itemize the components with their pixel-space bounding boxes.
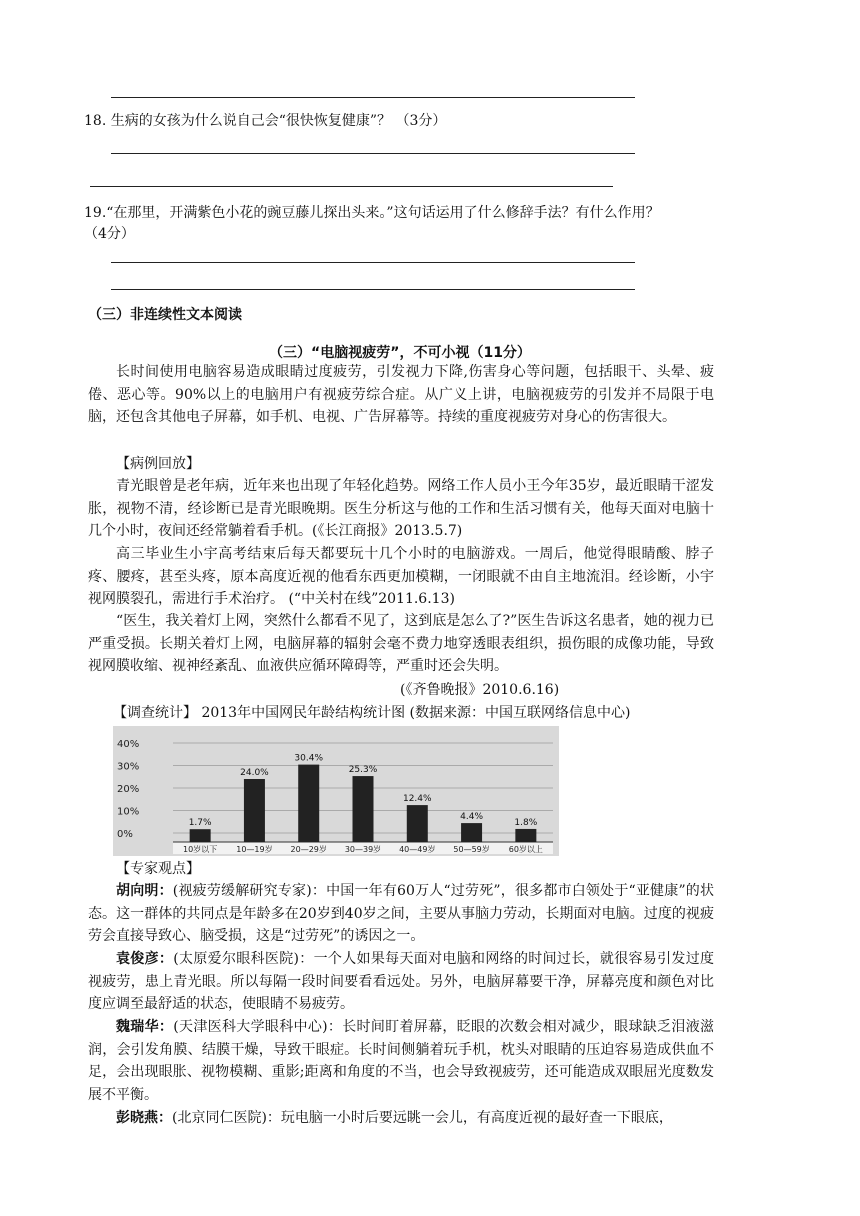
expert-name: 魏瑞华： [116, 1019, 174, 1035]
experts-label: 【专家观点】 [116, 861, 200, 877]
section-heading: （三）非连续性文本阅读 [88, 307, 242, 323]
age-structure-chart [113, 726, 559, 856]
chart-data-label: 25.3% [348, 765, 378, 776]
expert-text: (太原爱尔眼科医院)：一个人如果每天面对电脑和网络的时间过长，就很容易引发过度视疲劳，患上青光眼。所以每隔一段时间要看看远处。另外，电脑屏幕要干净，屏幕亮度和颜色对比度应调至最舒适的状态，使眼睛不易疲劳。 [88, 951, 715, 1013]
case-paragraph: “医生，我关着灯上网，突然什么都看不见了，这到底是怎么了?”医生告诉这名患者，她的视力已严重受损。长期关着灯上网，电脑屏幕的辐射会毫不费力地穿透眼表组织，损伤眼的成像功能，导致视网膜收缩、视神经紊乱、血液供应循环障碍等，严重时还会失明。 [88, 613, 714, 675]
expert-name: 彭晓燕： [116, 1110, 172, 1126]
answer-line [111, 153, 635, 154]
expert-paragraph [88, 948, 714, 1016]
expert-text: (北京同仁医院)：玩电脑一小时后要远眺一会儿，有高度近视的最好查一下眼底， [172, 1110, 673, 1126]
expert-name: 胡向明： [116, 883, 173, 899]
case-paragraph: 青光眼曾是老年病，近年来也出现了年轻化趋势。网络工作人员小王今年35岁，最近眼睛干涩发胀，视物不清，经诊断已是青光眼晚期。医生分析这与他的工作和生活习惯有关，他每天面对电脑十几个小时，夜间还经常躺着看手机。(《长江商报》2013.5.7) [88, 478, 714, 540]
chart-y-tick-label: 10% [117, 806, 140, 818]
chart-x-tick-label: 20—29岁 [290, 845, 327, 854]
expert-paragraph [88, 1107, 714, 1130]
chart-data-label: 1.8% [514, 817, 538, 828]
chart-bar [298, 765, 319, 842]
chart-x-tick-label: 50—59岁 [453, 845, 490, 854]
chart-svg [113, 726, 559, 856]
question-19-score: （4分） [84, 226, 135, 242]
expert-paragraph [88, 1016, 714, 1106]
chart-y-tick-label: 40% [117, 739, 140, 750]
expert-paragraph [88, 880, 714, 948]
chart-x-tick-label: 10岁以下 [183, 845, 218, 854]
article-title: （三）“电脑视疲劳”，不可小视（11分） [269, 345, 531, 361]
chart-x-tick-label: 10—19岁 [236, 845, 273, 854]
chart-bar [515, 829, 536, 842]
chart-x-tick-label: 30—39岁 [344, 845, 382, 854]
survey-caption: 【调查统计】 2013年中国网民年龄结构统计图 (数据来源：中国互联网络信息中心) [113, 705, 631, 721]
answer-line [111, 97, 635, 98]
answer-line [90, 186, 613, 187]
chart-y-tick-label: 0% [117, 829, 133, 840]
chart-data-label: 12.4% [402, 794, 432, 805]
chart-data-label: 4.4% [460, 812, 484, 823]
chart-bar [407, 805, 428, 842]
chart-bar [461, 823, 482, 842]
intro-paragraph: 长时间使用电脑容易造成眼睛过度疲劳，引发视力下降,伤害身心等问题，包括眼干、头晕、疲倦、恶心等。90%以上的电脑用户有视疲劳综合症。从广义上讲，电脑视疲劳的引发并不局限于电脑，还包含其他电子屏幕，如手机、电视、广告屏幕等。持续的重度视疲劳对身心的伤害很大。 [88, 364, 714, 426]
expert-name: 袁俊彦： [116, 951, 174, 967]
chart-bar [190, 829, 211, 842]
chart-bar [244, 779, 265, 842]
question-18: 18. 生病的女孩为什么说自己会“很快恢复健康”？ （3分） [84, 113, 447, 129]
question-19: 19.“在那里，开满紫色小花的豌豆藤儿探出头来。”这句话运用了什么修辞手法？有什么作用？ [84, 205, 660, 221]
answer-line [111, 289, 635, 290]
chart-data-label: 24.0% [240, 768, 269, 778]
expert-text: (视疲劳缓解研究专家)：中国一年有60万人“过劳死”，很多都市白领处于“亚健康”的状态。这一群体的共同点是年龄多在20岁到40岁之间，主要从事脑力劳动，长期面对电脑。过度的视疲劳会直接导致心、脑受损，这是“过劳死”的诱因之一。 [88, 883, 715, 945]
chart-x-tick-label: 40—49岁 [399, 845, 436, 854]
expert-text: (天津医科大学眼科中心)：长时间盯着屏幕，眨眼的次数会相对减少，眼球缺乏泪液滋润，会引发角膜、结膜干燥，导致干眼症。长时间侧躺着玩手机，枕头对眼睛的压迫容易造成供血不足，会出现眼胀、视物模糊、重影;距离和角度的不当，也会导致视疲劳，还可能造成双眼屈光度数发展不平衡。 [88, 1019, 715, 1103]
chart-bar [353, 776, 374, 842]
cases-label: 【病例回放】 [116, 456, 200, 472]
case-paragraph: 高三毕业生小宇高考结束后每天都要玩十几个小时的电脑游戏。一周后，他觉得眼睛酸、脖子疼、腰疼，甚至头疼，原本高度近视的他看东西更加模糊，一闭眼就不由自主地流泪。经诊断，小宇视网膜裂孔，需进行手术治疗。 (“中关村在线”2011.6.13) [88, 546, 714, 608]
chart-data-label: 1.7% [188, 818, 212, 829]
chart-y-tick-label: 20% [117, 784, 140, 795]
chart-data-label: 30.4% [294, 753, 324, 764]
chart-x-tick-label: 60岁以上 [508, 845, 543, 854]
case-source: (《齐鲁晚报》2010.6.16) [400, 682, 560, 698]
chart-y-tick-label: 30% [117, 761, 140, 773]
answer-line [111, 262, 635, 263]
